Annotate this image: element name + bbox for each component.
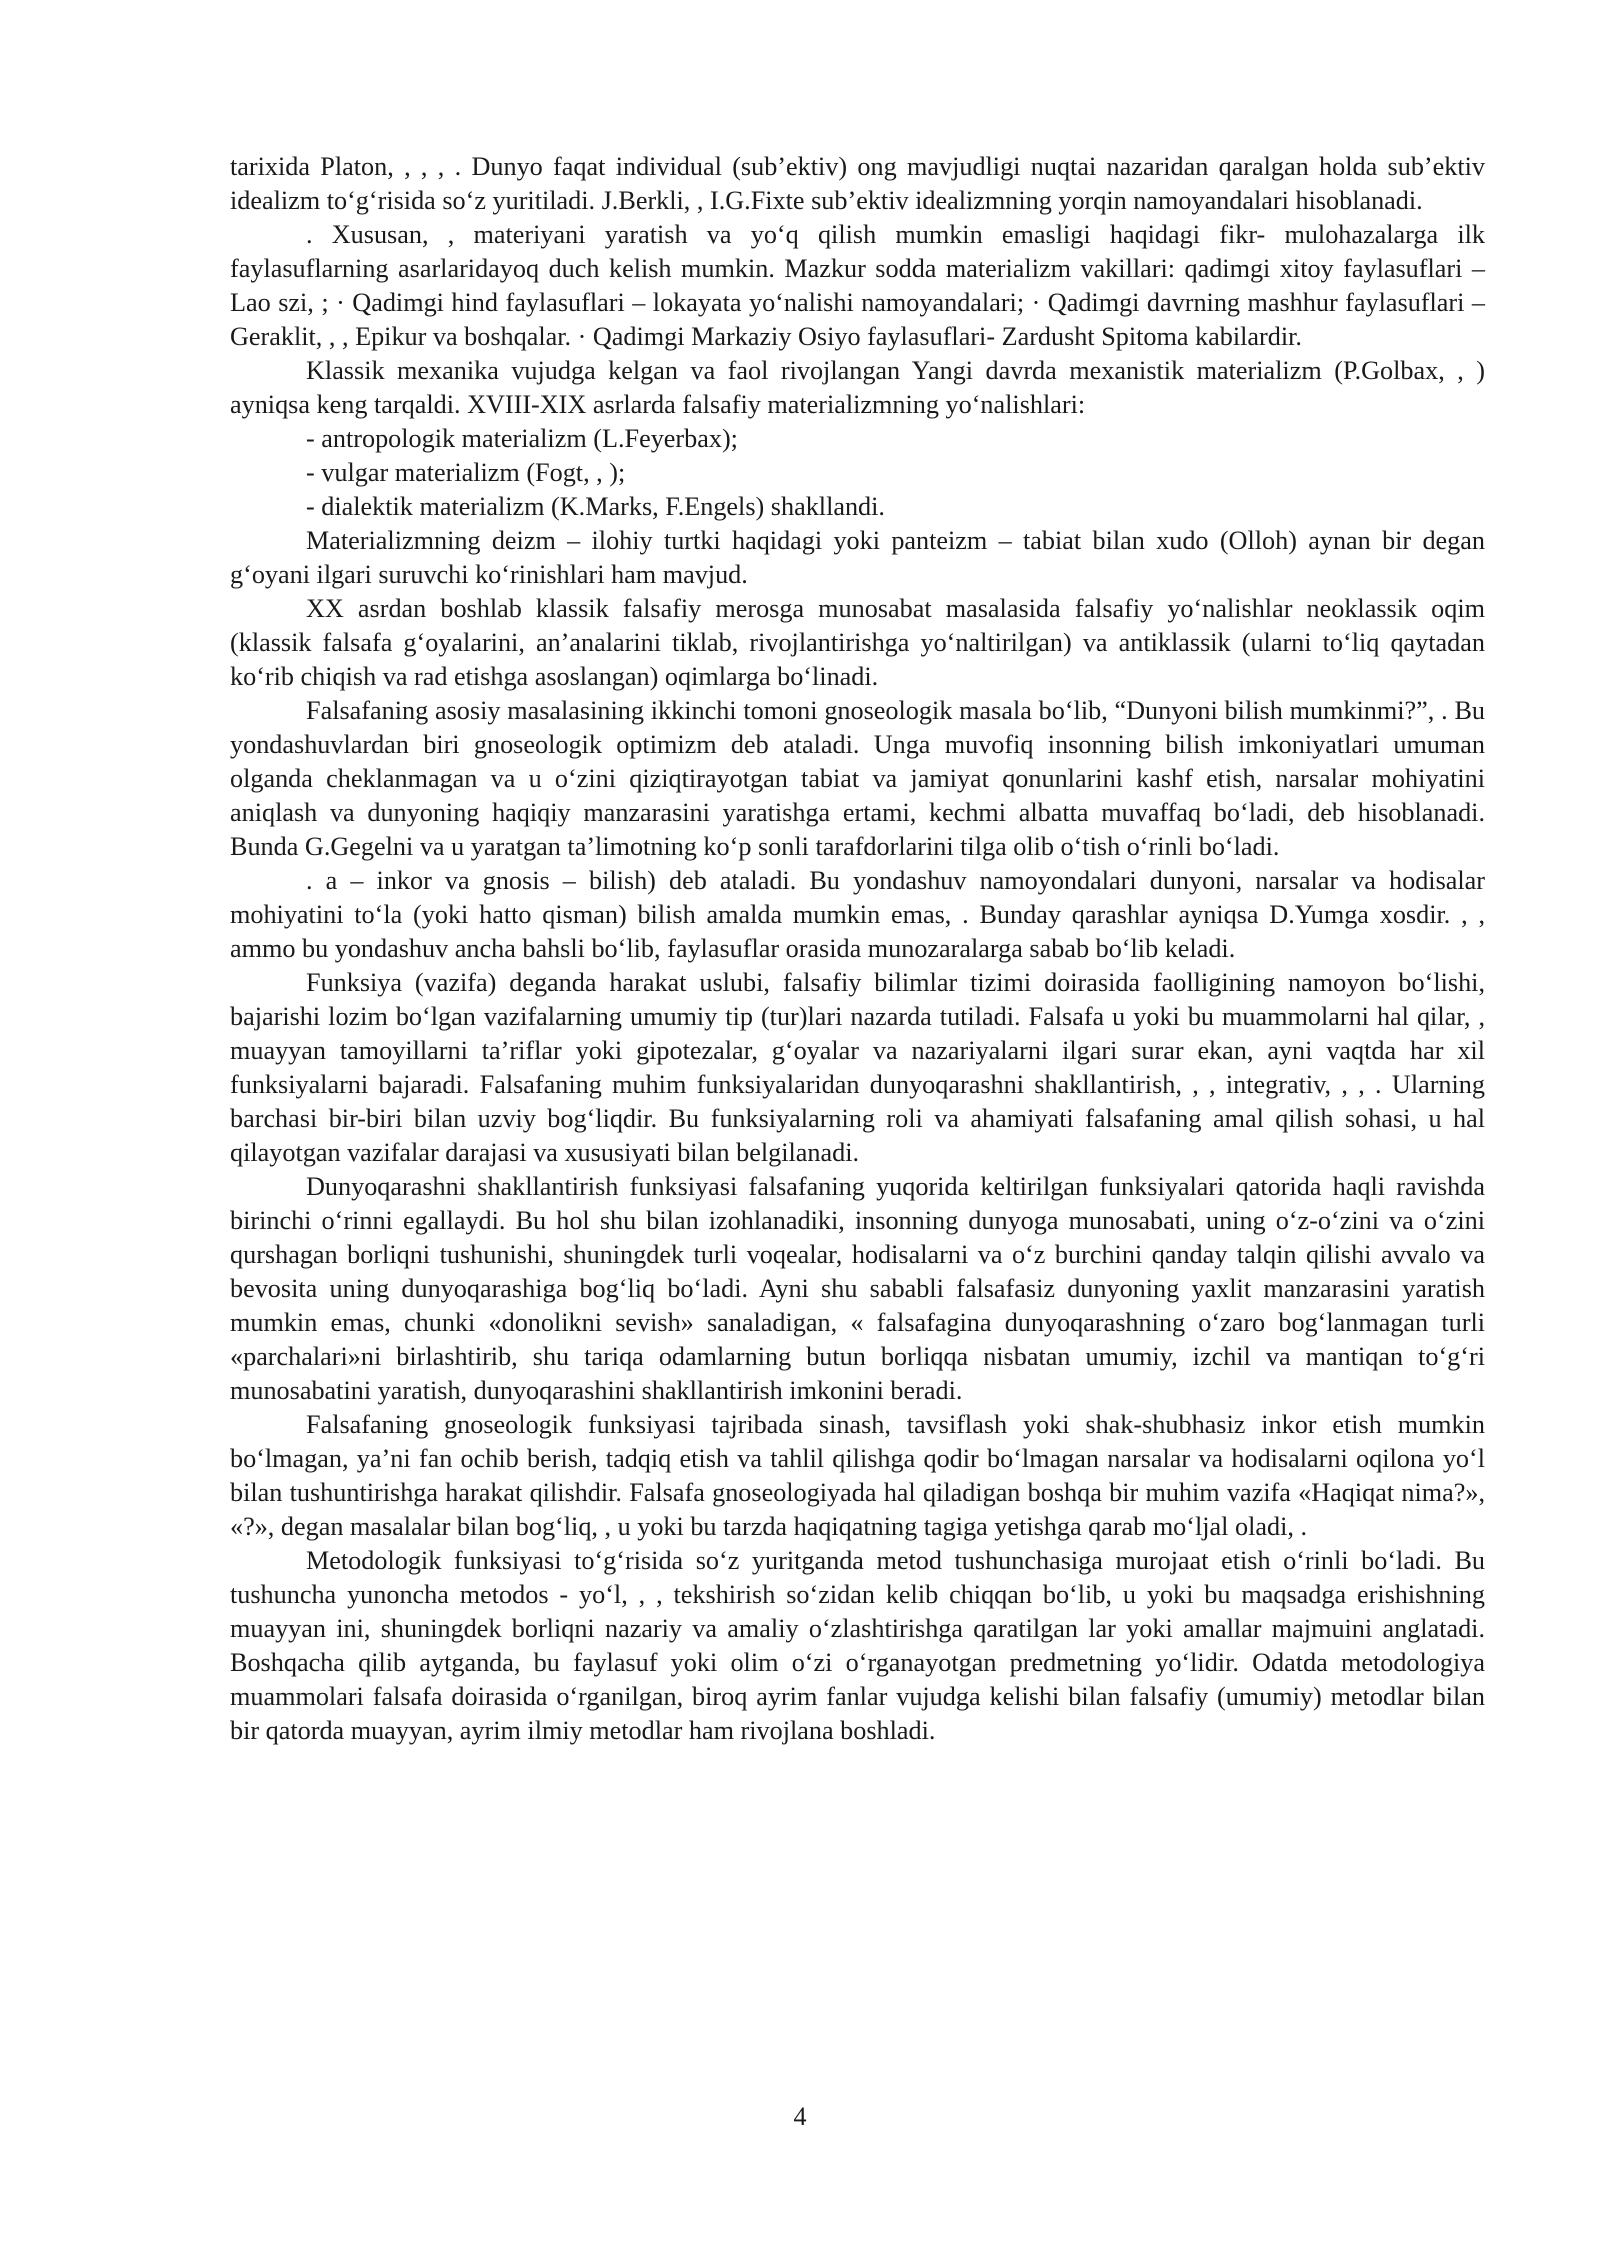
- paragraph-6: Falsafaning asosiy masalasining ikkinchi tomoni gnoseologik masala bo‘lib, “Dunyoni bilish mumkinmi?”, . Bu yondashuvlardan biri gnoseologik optimizm deb ataladi. Unga muvofiq insonning bilish imkoniyatlari umuman olganda cheklanmagan va u o‘zini qiziqtirayotgan tabiat va jamiyat qonunlarini kashf etish, narsalar mohiyatini aniqlash va dunyoning haqiqiy manzarasini yaratishga ertami, kechmi albatta muvaffaq bo‘ladi, deb hisoblanadi. Bunda G.Gegelni va u yaratgan ta’limotning ko‘p sonli tarafdorlarini tilga olib o‘tish o‘rinli bo‘ladi.: [230, 696, 1485, 861]
- document-body: [230, 150, 1485, 1748]
- paragraph-7: . a – inkor va gnosis – bilish) deb ataladi. Bu yondashuv namoyondalari dunyoni, narsalar va hodisalar mohiyatini to‘la (yoki hatto qisman) bilish amalda mumkin emas, . Bunday qarashlar ayniqsa D.Yumga xosdir. , , ammo bu yondashuv ancha bahsli bo‘lib, faylasuflar orasida munozaralarga sabab bo‘lib keladi.: [230, 866, 1485, 963]
- paragraph-5: XX asrdan boshlab klassik falsafiy merosga munosabat masalasida falsafiy yo‘nalishlar neoklassik oqim (klassik falsafa g‘oyalarini, an’analarini tiklab, rivojlantirishga yo‘naltirilgan) va antiklassik (ularni to‘liq qaytadan ko‘rib chiqish va rad etishga asoslangan) oqimlarga bo‘linadi.: [230, 594, 1485, 691]
- list-item-vulgar: - vulgar materializm (Fogt, , );: [306, 458, 626, 487]
- paragraph-11: Metodologik funksiyasi to‘g‘risida so‘z yuritganda metod tushunchasiga murojaat etish o‘rinli bo‘ladi. Bu tushuncha yunoncha metodos - yo‘l, , , tekshirish so‘zidan kelib chiqqan bo‘lib, u yoki bu maqsadga erishishning muayyan ini, shuningdek borliqni nazariy va amaliy o‘zlashtirishga qaratilgan lar yoki amallar majmuini anglatadi. Boshqacha qilib aytganda, bu faylasuf yoki olim o‘zi o‘rganayotgan predmetning yo‘lidir. Odatda metodologiya muammolari falsafa doirasida o‘rganilgan, biroq ayrim fanlar vujudga kelishi bilan falsafiy (umumiy) metodlar bilan bir qatorda muayyan, ayrim ilmiy metodlar ham rivojlana boshladi.: [230, 1546, 1485, 1745]
- paragraph-9: Dunyoqarashni shakllantirish funksiyasi falsafaning yuqorida keltirilgan funksiyalari qatorida haqli ravishda birinchi o‘rinni egallaydi. Bu hol shu bilan izohlanadiki, insonning dunyoga munosabati, uning o‘z-o‘zini va o‘zini qurshagan borliqni tushunishi, shuningdek turli voqealar, hodisalarni va o‘z burchini qanday talqin qilishi avvalo va bevosita uning dunyoqarashiga bog‘liq bo‘ladi. Ayni shu sababli falsafasiz dunyoning yaxlit manzarasini yaratish mumkin emas, chunki «donolikni sevish» sanaladigan, « falsafagina dunyoqarashning o‘zaro bog‘lanmagan turli «parchalari»ni birlashtirib, shu tariqa odamlarning butun borliqqa nisbatan umumiy, izchil va mantiqan to‘g‘ri munosabatini yaratish, dunyoqarashini shakllantirish imkonini beradi.: [230, 1172, 1485, 1405]
- list-item-dialektik: - dialektik materializm (K.Marks, F.Engels) shakllandi.: [306, 492, 885, 521]
- paragraph-10: Falsafaning gnoseologik funksiyasi tajribada sinash, tavsiflash yoki shak-shubhasiz inkor etish mumkin bo‘lmagan, ya’ni fan ochib berish, tadqiq etish va tahlil qilishga qodir bo‘lmagan narsalar va hodisalarni oqilona yo‘l bilan tushuntirishga harakat qilishdir. Falsafa gnoseologiyada hal qiladigan boshqa bir muhim vazifa «Haqiqat nima?», «?», degan masalalar bilan bog‘liq, , u yoki bu tarzda haqiqatning tagiga yetishga qarab mo‘ljal oladi, .: [230, 1410, 1485, 1541]
- paragraph-8: Funksiya (vazifa) deganda harakat uslubi, falsafiy bilimlar tizimi doirasida faolligining namoyon bo‘lishi, bajarishi lozim bo‘lgan vazifalarning umumiy tip (tur)lari nazarda tutiladi. Falsafa u yoki bu muammolarni hal qilar, , muayyan tamoyillarni ta’riflar yoki gipotezalar, g‘oyalar va nazariyalarni ilgari surar ekan, ayni vaqtda har xil funksiyalarni bajaradi. Falsafaning muhim funksiyalaridan dunyoqarashni shakllantirish, , , integrativ, , , . Ularning barchasi bir-biri bilan uzviy bog‘liqdir. Bu funksiyalarning roli va ahamiyati falsafaning amal qilish sohasi, u hal qilayotgan vazifalar darajasi va xususiyati bilan belgilanadi.: [230, 968, 1485, 1167]
- page-number: 4: [793, 2102, 807, 2131]
- list-item-antropologik: - antropologik materializm (L.Feyerbax);: [306, 424, 738, 453]
- paragraph-1: tarixida Platon, , , , . Dunyo faqat individual (sub’ektiv) ong mavjudligi nuqtai nazaridan qaralgan holda sub’ektiv idealizm to‘g‘risida so‘z yuritiladi. J.Berkli, , I.G.Fixte sub’ektiv idealizmning yorqin namoyandalari hisoblanadi.: [230, 152, 1485, 215]
- paragraph-2: . Xususan, , materiyani yaratish va yo‘q qilish mumkin emasligi haqidagi fikr- mulohazalarga ilk faylasuflarning asarlaridayoq duch kelish mumkin. Mazkur sodda materializm vakillari: qadimgi xitoy faylasuflari – Lao szi, ; · Qadimgi hind faylasuflari – lokayata yo‘nalishi namoyandalari; · Qadimgi davrning mashhur faylasuflari – Geraklit, , , Epikur va boshqalar. · Qadimgi Markaziy Osiyo faylasuflari- Zardusht Spitoma kabilardir.: [230, 220, 1485, 351]
- paragraph-4: Materializmning deizm – ilohiy turtki haqidagi yoki panteizm – tabiat bilan xudo (Olloh) aynan bir degan g‘oyani ilgari suruvchi ko‘rinishlari ham mavjud.: [230, 526, 1485, 589]
- paragraph-3: Klassik mexanika vujudga kelgan va faol rivojlangan Yangi davrda mexanistik materializm (P.Golbax, , ) ayniqsa keng tarqaldi. XVIII-XIX asrlarda falsafiy materializmning yo‘nalishlari:: [230, 356, 1485, 419]
